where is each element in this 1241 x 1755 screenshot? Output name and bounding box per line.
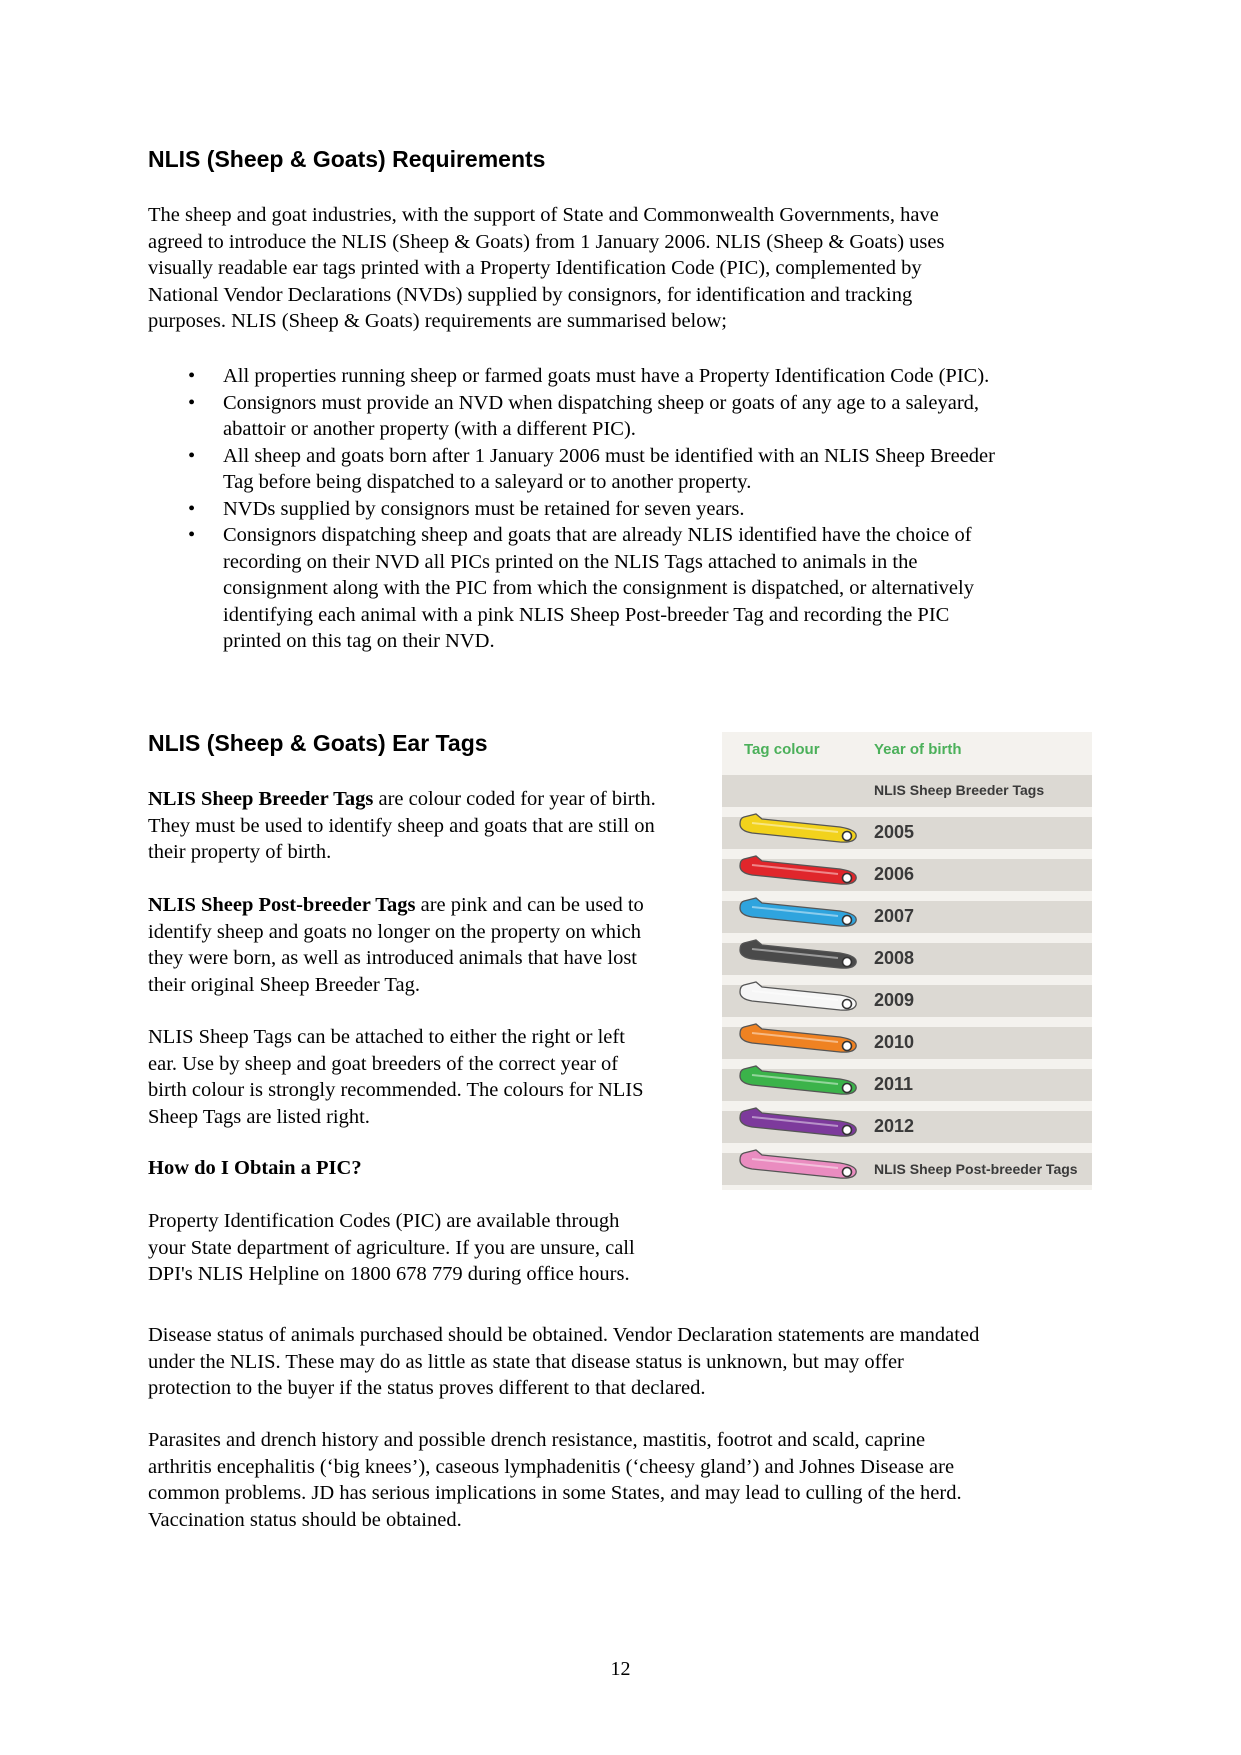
- page-number: 12: [610, 1658, 631, 1680]
- list-item: [148, 496, 1098, 523]
- post-breeder-tags-paragraph: [148, 892, 728, 998]
- table-row: [722, 943, 1092, 975]
- text-line: abattoir or another property (with a different PIC).: [223, 418, 636, 440]
- text-line: ear. Use by sheep and goat breeders of the correct year of: [148, 1052, 619, 1075]
- text-line: Disease status of animals purchased should be obtained. Vendor Declaration statements are mandated: [148, 1324, 980, 1346]
- text-line: purposes. NLIS (Sheep & Goats) requirements are summarised below;: [148, 310, 727, 332]
- bullet-icon: •: [188, 444, 196, 467]
- bullet-icon: •: [188, 365, 196, 387]
- text-line: All sheep and goats born after 1 January 2006 must be identified with an NLIS Sheep Breeder: [223, 444, 995, 467]
- text-line: consignment along with the PIC from which the consignment is dispatched, or alternatively: [223, 577, 974, 599]
- section-heading-requirements: NLIS (Sheep & Goats) Requirements: [148, 146, 546, 172]
- table-row: [722, 1069, 1092, 1101]
- text-line: their original Sheep Breeder Tag.: [148, 973, 420, 996]
- text-line: visually readable ear tags printed with a Property Identification Code (PIC), complemented by: [148, 257, 922, 279]
- year-label: 2009: [874, 990, 915, 1010]
- text-run: are pink and can be used to: [415, 894, 644, 916]
- text-line: Parasites and drench history and possible drench resistance, mastitis, footrot and scald, caprine: [148, 1429, 926, 1451]
- table-row: [722, 859, 1092, 891]
- breeder-tags-heading: NLIS Sheep Breeder Tags: [874, 782, 1045, 798]
- post-breeder-label: NLIS Sheep Post-breeder Tags: [874, 1161, 1078, 1177]
- text-line: protection to the buyer if the status proves different to that declared.: [148, 1377, 706, 1399]
- list-item: [148, 363, 1098, 390]
- table-row: [722, 901, 1092, 933]
- year-label: 2012: [874, 1116, 915, 1136]
- text-line: [148, 892, 728, 919]
- text-line: Sheep Tags are listed right.: [148, 1105, 370, 1128]
- table-row: [722, 1111, 1092, 1143]
- text-line: The sheep and goat industries, with the support of State and Commonwealth Governments, have: [148, 204, 939, 226]
- ear-tag-icon: [722, 1015, 872, 1055]
- requirements-list: [148, 363, 1098, 655]
- text-line: common problems. JD has serious implications in some States, and may lead to culling of the herd.: [148, 1482, 962, 1504]
- ear-tag-icon: [722, 889, 872, 929]
- list-item: [148, 390, 1098, 443]
- text-line: arthritis encephalitis (‘big knees’), caseous lymphadenitis (‘cheesy gland’) and Johnes Disease are: [148, 1455, 955, 1478]
- text-line: your State department of agriculture. If you are unsure, call: [148, 1236, 635, 1259]
- breeder-tags-paragraph: [148, 786, 728, 866]
- text-line: Consignors must provide an NVD when dispatching sheep or goats of any age to a saleyard,: [223, 391, 980, 414]
- text-line: identifying each animal with a pink NLIS Sheep Post-breeder Tag and recording the PIC: [223, 603, 950, 626]
- term-bold: NLIS Sheep Breeder Tags: [148, 788, 374, 810]
- tag-attachment-paragraph: [148, 1024, 728, 1130]
- bullet-icon: •: [188, 391, 196, 414]
- text-run: are colour coded for year of birth.: [373, 788, 656, 810]
- ear-tag-icon: [722, 1099, 872, 1139]
- text-line: they were born, as well as introduced animals that have lost: [148, 947, 638, 969]
- ear-tag-icon: [722, 805, 872, 845]
- text-line: their property of birth.: [148, 841, 332, 863]
- text-line: All properties running sheep or farmed goats must have a Property Identification Code (PIC).: [223, 365, 990, 387]
- table-row: [722, 775, 1092, 807]
- text-line: Consignors dispatching sheep and goats that are already NLIS identified have the choice of: [223, 524, 972, 546]
- ear-tag-icon: [722, 1057, 872, 1097]
- year-label: 2007: [874, 906, 915, 926]
- table-row: [722, 817, 1092, 849]
- text-line: They must be used to identify sheep and goats that are still on: [148, 814, 655, 837]
- subheading-obtain-pic: How do I Obtain a PIC?: [148, 1157, 362, 1179]
- ear-tag-icon: [722, 847, 872, 887]
- list-item: [148, 443, 1098, 496]
- text-line: identify sheep and goats no longer on the property on which: [148, 920, 642, 943]
- text-line: birth colour is strongly recommended. The colours for NLIS: [148, 1079, 644, 1101]
- column-header-year-of-birth: Year of birth: [874, 741, 962, 758]
- text-line: Tag before being dispatched to a saleyard or to another property.: [223, 471, 752, 493]
- table-row: [722, 1027, 1092, 1059]
- ear-tag-icon: [722, 973, 872, 1013]
- text-line: Vaccination status should be obtained.: [148, 1508, 462, 1531]
- pic-info-paragraph: [148, 1208, 728, 1288]
- section-heading-ear-tags: NLIS (Sheep & Goats) Ear Tags: [148, 730, 488, 756]
- term-bold: NLIS Sheep Post-breeder Tags: [148, 894, 416, 916]
- ear-tag-icon: [722, 931, 872, 971]
- list-item: [148, 522, 1098, 655]
- text-line: DPI's NLIS Helpline on 1800 678 779 during office hours.: [148, 1263, 630, 1285]
- requirements-intro: [148, 202, 1108, 335]
- tag-colour-table: [722, 732, 1092, 1190]
- year-label: 2011: [874, 1074, 914, 1094]
- year-label: 2010: [874, 1032, 915, 1052]
- year-label: 2008: [874, 948, 915, 968]
- year-label: 2005: [874, 822, 915, 842]
- table-row: [722, 985, 1092, 1017]
- ear-tag-icon: [722, 1141, 872, 1181]
- table-row: [722, 1153, 1092, 1185]
- text-line: National Vendor Declarations (NVDs) supplied by consignors, for identification and tracking: [148, 283, 913, 306]
- text-line: NLIS Sheep Tags can be attached to either the right or left: [148, 1026, 625, 1048]
- year-label: 2006: [874, 864, 915, 884]
- text-line: [148, 786, 728, 813]
- disease-status-paragraph: [148, 1322, 1148, 1402]
- column-header-tag-colour: Tag colour: [744, 741, 820, 758]
- text-line: Property Identification Codes (PIC) are available through: [148, 1210, 620, 1232]
- text-line: agreed to introduce the NLIS (Sheep & Goats) from 1 January 2006. NLIS (Sheep & Goats) uses: [148, 230, 945, 253]
- bullet-icon: •: [188, 524, 196, 546]
- text-line: under the NLIS. These may do as little as state that disease status is unknown, but may offer: [148, 1350, 904, 1373]
- common-problems-paragraph: [148, 1427, 1148, 1533]
- bullet-icon: •: [188, 497, 196, 520]
- text-line: NVDs supplied by consignors must be retained for seven years.: [223, 497, 745, 520]
- text-line: printed on this tag on their NVD.: [223, 630, 495, 652]
- text-line: recording on their NVD all PICs printed on the NLIS Tags attached to animals in the: [223, 550, 918, 573]
